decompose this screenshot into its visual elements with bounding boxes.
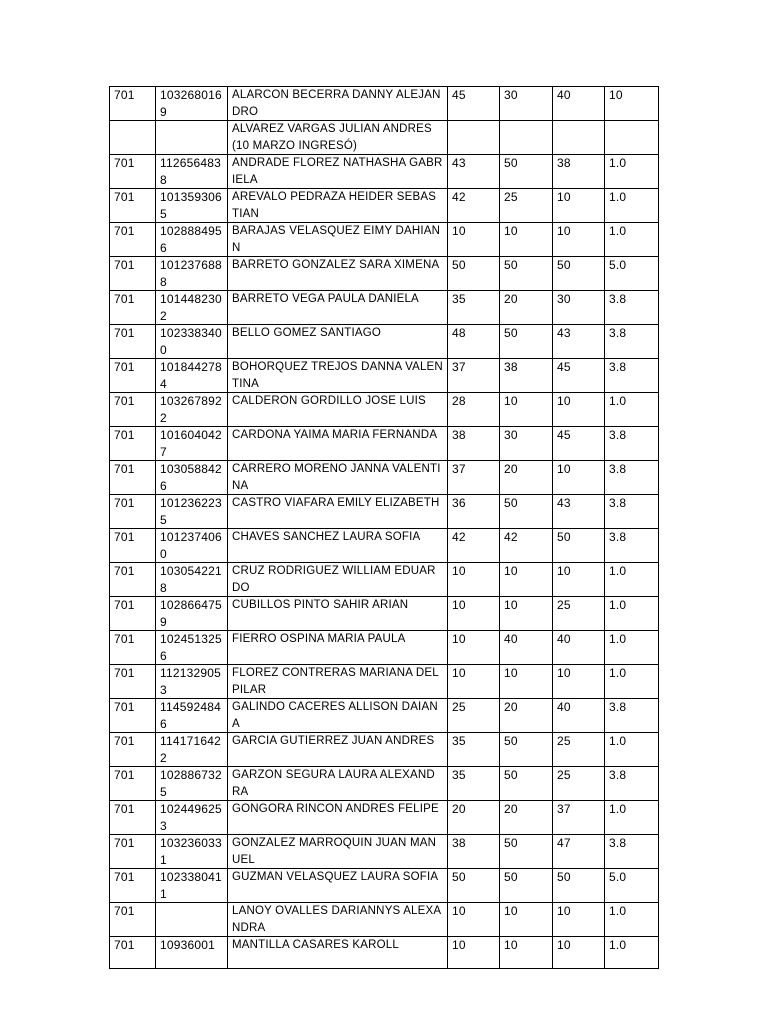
cell-student-id: 1141716422 <box>156 733 228 767</box>
cell-score-2: 50 <box>500 257 553 291</box>
cell-score-3: 25 <box>553 733 605 767</box>
cell-score-3: 38 <box>553 155 605 189</box>
cell-student-id: 1012362235 <box>156 495 228 529</box>
cell-student-name: GARCIA GUTIERREZ JUAN ANDRES <box>228 733 448 767</box>
cell-grade: 701 <box>110 529 156 563</box>
cell-student-id: 1024496253 <box>156 801 228 835</box>
table-row <box>110 223 659 257</box>
cell-score-3: 10 <box>553 393 605 427</box>
cell-score-2: 20 <box>500 801 553 835</box>
table-row <box>110 937 659 969</box>
cell-final-grade: 1.0 <box>605 597 659 631</box>
table-row <box>110 529 659 563</box>
table-row <box>110 699 659 733</box>
cell-score-3: 40 <box>553 699 605 733</box>
cell-grade: 701 <box>110 155 156 189</box>
cell-score-2: 30 <box>500 87 553 121</box>
cell-score-3: 10 <box>553 189 605 223</box>
cell-score-2 <box>500 121 553 155</box>
cell-grade: 701 <box>110 937 156 969</box>
cell-score-1: 10 <box>448 665 500 699</box>
cell-student-id: 10936001 <box>156 937 228 969</box>
table-row <box>110 631 659 665</box>
table-row <box>110 427 659 461</box>
cell-score-3: 10 <box>553 223 605 257</box>
cell-student-name: GONZALEZ MARROQUIN JUAN MANUEL <box>228 835 448 869</box>
cell-score-1: 10 <box>448 903 500 937</box>
cell-final-grade: 1.0 <box>605 223 659 257</box>
cell-student-id: 1018442784 <box>156 359 228 393</box>
cell-score-2: 30 <box>500 427 553 461</box>
cell-score-2: 50 <box>500 733 553 767</box>
cell-score-2: 38 <box>500 359 553 393</box>
cell-grade: 701 <box>110 767 156 801</box>
cell-student-name: GONGORA RINCON ANDRES FELIPE <box>228 801 448 835</box>
cell-grade <box>110 121 156 155</box>
table-row <box>110 359 659 393</box>
table-row <box>110 597 659 631</box>
cell-final-grade: 3.8 <box>605 835 659 869</box>
cell-student-id: 1028867325 <box>156 767 228 801</box>
table-row <box>110 665 659 699</box>
cell-student-id <box>156 903 228 937</box>
cell-student-name: LANOY OVALLES DARIANNYS ALEXANDRA <box>228 903 448 937</box>
cell-student-id: 1023380411 <box>156 869 228 903</box>
cell-score-1: 50 <box>448 869 500 903</box>
cell-score-1: 42 <box>448 529 500 563</box>
cell-grade: 701 <box>110 563 156 597</box>
table-row <box>110 121 659 155</box>
cell-score-3: 50 <box>553 529 605 563</box>
cell-grade: 701 <box>110 223 156 257</box>
cell-student-name: BOHORQUEZ TREJOS DANNA VALENTINA <box>228 359 448 393</box>
cell-student-name: BARRETO VEGA PAULA DANIELA <box>228 291 448 325</box>
table-row <box>110 563 659 597</box>
cell-student-name: CARDONA YAIMA MARIA FERNANDA <box>228 427 448 461</box>
cell-final-grade: 5.0 <box>605 869 659 903</box>
grades-table-body <box>110 87 659 969</box>
cell-student-name: CALDERON GORDILLO JOSE LUIS <box>228 393 448 427</box>
cell-student-id: 1030588426 <box>156 461 228 495</box>
cell-score-1: 28 <box>448 393 500 427</box>
cell-score-1: 10 <box>448 597 500 631</box>
cell-student-name: CUBILLOS PINTO SAHIR ARIAN <box>228 597 448 631</box>
cell-grade: 701 <box>110 393 156 427</box>
cell-grade: 701 <box>110 699 156 733</box>
cell-student-id: 1030542218 <box>156 563 228 597</box>
cell-final-grade: 1.0 <box>605 733 659 767</box>
cell-student-name: ANDRADE FLOREZ NATHASHA GABRIELA <box>228 155 448 189</box>
cell-final-grade <box>605 121 659 155</box>
cell-student-id: 1032678922 <box>156 393 228 427</box>
cell-student-id <box>156 121 228 155</box>
cell-score-1: 20 <box>448 801 500 835</box>
cell-score-3: 45 <box>553 427 605 461</box>
cell-student-id: 1014482302 <box>156 291 228 325</box>
cell-final-grade: 1.0 <box>605 903 659 937</box>
cell-score-1: 37 <box>448 461 500 495</box>
cell-score-1: 35 <box>448 733 500 767</box>
cell-score-3: 50 <box>553 257 605 291</box>
cell-final-grade: 1.0 <box>605 631 659 665</box>
cell-grade: 701 <box>110 291 156 325</box>
cell-score-3 <box>553 121 605 155</box>
cell-grade: 701 <box>110 427 156 461</box>
table-row <box>110 869 659 903</box>
cell-grade: 701 <box>110 87 156 121</box>
cell-score-3: 45 <box>553 359 605 393</box>
cell-final-grade: 3.8 <box>605 529 659 563</box>
cell-final-grade: 3.8 <box>605 325 659 359</box>
cell-final-grade: 1.0 <box>605 155 659 189</box>
table-row <box>110 325 659 359</box>
cell-grade: 701 <box>110 903 156 937</box>
cell-student-name: FIERRO OSPINA MARIA PAULA <box>228 631 448 665</box>
cell-score-3: 47 <box>553 835 605 869</box>
cell-final-grade: 1.0 <box>605 937 659 969</box>
cell-grade: 701 <box>110 597 156 631</box>
cell-score-2: 50 <box>500 869 553 903</box>
cell-score-1: 35 <box>448 291 500 325</box>
cell-grade: 701 <box>110 801 156 835</box>
cell-score-3: 10 <box>553 563 605 597</box>
cell-score-2: 10 <box>500 597 553 631</box>
cell-student-id: 1028664759 <box>156 597 228 631</box>
cell-score-2: 40 <box>500 631 553 665</box>
cell-final-grade: 10 <box>605 87 659 121</box>
cell-score-1: 50 <box>448 257 500 291</box>
cell-score-3: 10 <box>553 903 605 937</box>
cell-score-2: 10 <box>500 393 553 427</box>
cell-score-2: 25 <box>500 189 553 223</box>
cell-student-id: 1012374060 <box>156 529 228 563</box>
cell-score-2: 20 <box>500 291 553 325</box>
cell-student-name: BARRETO GONZALEZ SARA XIMENA <box>228 257 448 291</box>
cell-score-3: 10 <box>553 665 605 699</box>
table-row <box>110 257 659 291</box>
cell-score-1: 25 <box>448 699 500 733</box>
cell-student-name: ALVAREZ VARGAS JULIAN ANDRES (10 MARZO INGRESÓ) <box>228 121 448 155</box>
cell-student-name: CARRERO MORENO JANNA VALENTINA <box>228 461 448 495</box>
cell-score-2: 50 <box>500 155 553 189</box>
cell-grade: 701 <box>110 835 156 869</box>
table-row <box>110 87 659 121</box>
cell-score-3: 50 <box>553 869 605 903</box>
cell-score-1: 38 <box>448 427 500 461</box>
grades-table <box>109 86 659 969</box>
cell-student-id: 1126564838 <box>156 155 228 189</box>
cell-student-name: GUZMAN VELASQUEZ LAURA SOFIA <box>228 869 448 903</box>
cell-score-2: 20 <box>500 461 553 495</box>
cell-score-3: 43 <box>553 495 605 529</box>
cell-score-1: 36 <box>448 495 500 529</box>
cell-score-2: 10 <box>500 665 553 699</box>
cell-student-name: BELLO GOMEZ SANTIAGO <box>228 325 448 359</box>
cell-student-name: CRUZ RODRIGUEZ WILLIAM EDUARDO <box>228 563 448 597</box>
cell-score-1: 10 <box>448 223 500 257</box>
cell-student-id: 1024513256 <box>156 631 228 665</box>
cell-grade: 701 <box>110 665 156 699</box>
cell-score-2: 10 <box>500 563 553 597</box>
cell-score-1: 37 <box>448 359 500 393</box>
cell-score-1: 10 <box>448 563 500 597</box>
table-row <box>110 189 659 223</box>
cell-score-2: 50 <box>500 835 553 869</box>
cell-score-2: 20 <box>500 699 553 733</box>
table-row <box>110 291 659 325</box>
cell-score-3: 25 <box>553 767 605 801</box>
cell-score-3: 25 <box>553 597 605 631</box>
cell-student-id: 1032680169 <box>156 87 228 121</box>
cell-score-3: 43 <box>553 325 605 359</box>
cell-score-1: 45 <box>448 87 500 121</box>
cell-student-name: MANTILLA CASARES KAROLL <box>228 937 448 969</box>
cell-score-2: 10 <box>500 903 553 937</box>
cell-final-grade: 1.0 <box>605 563 659 597</box>
table-row <box>110 733 659 767</box>
table-row <box>110 835 659 869</box>
cell-score-1: 10 <box>448 937 500 969</box>
cell-grade: 701 <box>110 359 156 393</box>
cell-student-id: 1016040427 <box>156 427 228 461</box>
cell-grade: 701 <box>110 257 156 291</box>
table-row <box>110 155 659 189</box>
cell-score-1: 38 <box>448 835 500 869</box>
table-row <box>110 903 659 937</box>
cell-score-2: 50 <box>500 495 553 529</box>
cell-student-id: 1023383400 <box>156 325 228 359</box>
table-row <box>110 767 659 801</box>
table-row <box>110 495 659 529</box>
cell-score-2: 10 <box>500 937 553 969</box>
cell-final-grade: 5.0 <box>605 257 659 291</box>
cell-student-name: CHAVES SANCHEZ LAURA SOFIA <box>228 529 448 563</box>
cell-score-3: 10 <box>553 937 605 969</box>
cell-student-name: GARZON SEGURA LAURA ALEXANDRA <box>228 767 448 801</box>
table-row <box>110 393 659 427</box>
cell-score-2: 42 <box>500 529 553 563</box>
cell-student-name: BARAJAS VELASQUEZ EIMY DAHIANN <box>228 223 448 257</box>
cell-score-1 <box>448 121 500 155</box>
cell-score-2: 50 <box>500 767 553 801</box>
cell-score-1: 10 <box>448 631 500 665</box>
cell-final-grade: 1.0 <box>605 665 659 699</box>
cell-student-id: 1121329053 <box>156 665 228 699</box>
cell-student-name: ALARCON BECERRA DANNY ALEJANDRO <box>228 87 448 121</box>
cell-grade: 701 <box>110 733 156 767</box>
cell-student-id: 1012376888 <box>156 257 228 291</box>
cell-final-grade: 3.8 <box>605 767 659 801</box>
cell-score-3: 10 <box>553 461 605 495</box>
cell-student-name: FLOREZ CONTRERAS MARIANA DELPILAR <box>228 665 448 699</box>
cell-student-name: AREVALO PEDRAZA HEIDER SEBASTIAN <box>228 189 448 223</box>
cell-grade: 701 <box>110 189 156 223</box>
cell-final-grade: 3.8 <box>605 291 659 325</box>
cell-grade: 701 <box>110 325 156 359</box>
cell-final-grade: 3.8 <box>605 427 659 461</box>
cell-grade: 701 <box>110 631 156 665</box>
cell-score-2: 10 <box>500 223 553 257</box>
cell-student-name: CASTRO VIAFARA EMILY ELIZABETH <box>228 495 448 529</box>
cell-final-grade: 3.8 <box>605 359 659 393</box>
cell-final-grade: 3.8 <box>605 461 659 495</box>
cell-final-grade: 3.8 <box>605 495 659 529</box>
cell-score-1: 43 <box>448 155 500 189</box>
cell-score-1: 35 <box>448 767 500 801</box>
cell-student-id: 1032360331 <box>156 835 228 869</box>
cell-score-3: 40 <box>553 631 605 665</box>
table-row <box>110 801 659 835</box>
table-row <box>110 461 659 495</box>
cell-grade: 701 <box>110 869 156 903</box>
cell-final-grade: 1.0 <box>605 189 659 223</box>
cell-grade: 701 <box>110 461 156 495</box>
cell-score-3: 37 <box>553 801 605 835</box>
cell-grade: 701 <box>110 495 156 529</box>
cell-final-grade: 1.0 <box>605 801 659 835</box>
cell-score-2: 50 <box>500 325 553 359</box>
cell-score-3: 40 <box>553 87 605 121</box>
cell-score-3: 30 <box>553 291 605 325</box>
cell-student-name: GALINDO CACERES ALLISON DAIANA <box>228 699 448 733</box>
cell-score-1: 48 <box>448 325 500 359</box>
cell-score-1: 42 <box>448 189 500 223</box>
cell-student-id: 1145924846 <box>156 699 228 733</box>
cell-final-grade: 3.8 <box>605 699 659 733</box>
cell-final-grade: 1.0 <box>605 393 659 427</box>
cell-student-id: 1013593065 <box>156 189 228 223</box>
cell-student-id: 1028884956 <box>156 223 228 257</box>
